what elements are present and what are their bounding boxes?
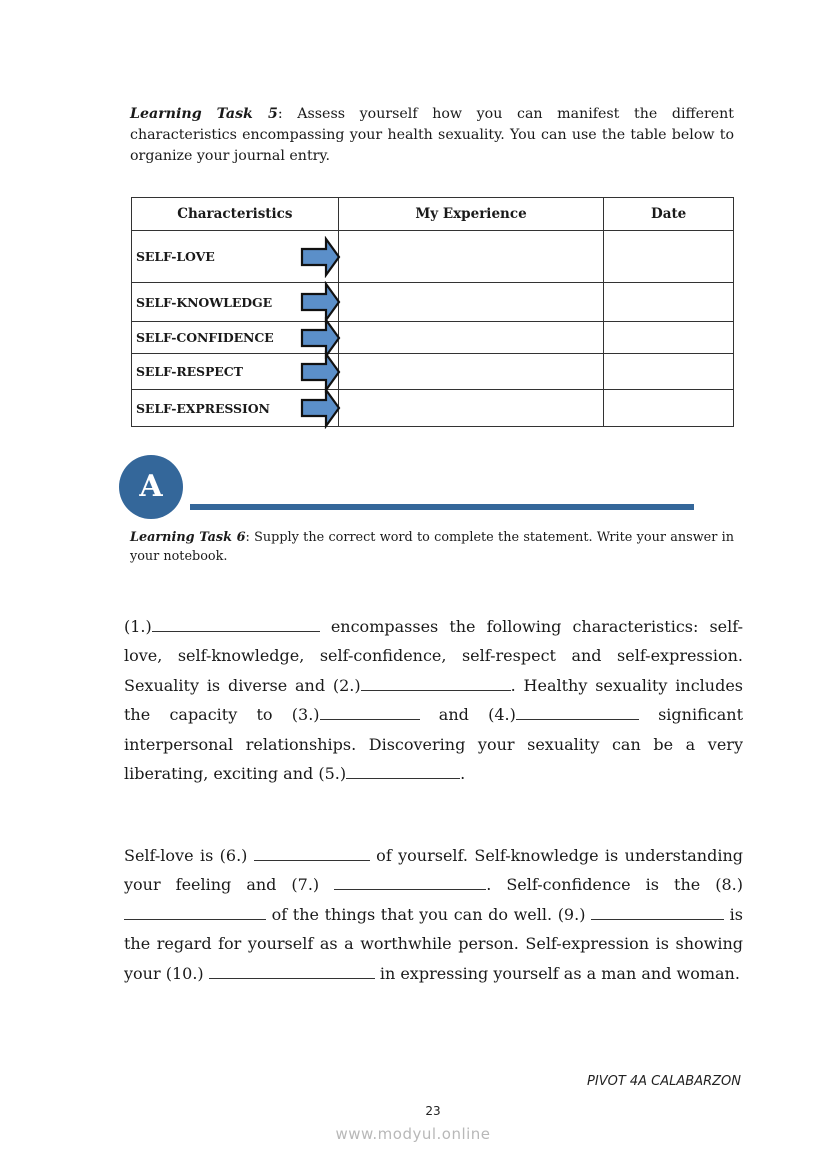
table-row bbox=[132, 390, 734, 427]
text-segment: Self-love is (6.) bbox=[124, 846, 254, 865]
experience-cell[interactable] bbox=[338, 283, 604, 322]
section-divider bbox=[190, 504, 694, 510]
text-segment: . bbox=[460, 764, 466, 784]
characteristic-label: SELF-EXPRESSION bbox=[136, 400, 270, 416]
text-segment: of the things that you can do well. (9.) bbox=[266, 904, 592, 924]
arrow-right-icon bbox=[300, 236, 342, 278]
page-number: 23 bbox=[425, 1104, 441, 1118]
blank-10[interactable] bbox=[209, 964, 375, 979]
date-cell[interactable] bbox=[604, 390, 734, 427]
text-segment: of yourself. Self-knowledge is understanding your feeling and (7.) bbox=[124, 846, 743, 895]
experience-cell[interactable] bbox=[338, 322, 604, 354]
characteristic-label: SELF-LOVE bbox=[136, 249, 215, 264]
characteristic-label: SELF-CONFIDENCE bbox=[136, 330, 274, 345]
characteristic-cell bbox=[132, 390, 339, 427]
task-text: : Assess yourself how you can manifest the different characteristics encompassing your health sexuality. You can use the table below to organize your journal entry. bbox=[130, 106, 735, 164]
experience-cell[interactable] bbox=[338, 231, 604, 283]
footer-brand: PIVOT 4A CALABARZON bbox=[587, 1074, 741, 1089]
text-segment: in expressing yourself as a man and woman. bbox=[374, 963, 740, 983]
text-segment: . Self-confidence is the (8.) bbox=[486, 875, 743, 895]
experience-cell[interactable] bbox=[338, 354, 604, 390]
task-label: Learning Task 5 bbox=[130, 106, 278, 122]
header-characteristics: Characteristics bbox=[132, 198, 339, 231]
text-segment: and (4.) bbox=[419, 705, 516, 725]
text-segment: is the regard for yourself as a worthwhile person. Self-expression is showing your (10.) bbox=[124, 904, 743, 983]
characteristic-cell bbox=[132, 354, 339, 390]
task-text: : Supply the correct word to complete the statement. Write your answer in your notebook. bbox=[130, 530, 734, 564]
text-segment: encompasses the following characteristics: self-love, self-knowledge, self-confidence, self-respect and self-expression. Sexuality is diverse and (2.) bbox=[124, 617, 743, 695]
journal-table bbox=[131, 197, 734, 427]
arrow-right-icon bbox=[300, 387, 342, 429]
table-row bbox=[132, 354, 734, 390]
characteristic-cell bbox=[132, 322, 339, 354]
blank-4[interactable] bbox=[516, 705, 639, 720]
task-label: Learning Task 6 bbox=[130, 530, 246, 545]
header-my-experience: My Experience bbox=[338, 198, 604, 231]
blank-8[interactable] bbox=[124, 905, 266, 920]
section-badge-a: A bbox=[119, 455, 183, 519]
date-cell[interactable] bbox=[604, 322, 734, 354]
date-cell[interactable] bbox=[604, 354, 734, 390]
learning-task-6-instructions bbox=[130, 528, 734, 566]
text-segment: significant interpersonal relationships. Discovering your sexuality can be a very liberating, exciting and (5.) bbox=[124, 705, 743, 784]
text-segment: . Healthy sexuality includes the capacity to (3.) bbox=[124, 675, 744, 725]
blank-2[interactable] bbox=[361, 676, 511, 691]
characteristic-label: SELF-RESPECT bbox=[136, 364, 243, 379]
watermark: www.modyul.online bbox=[335, 1125, 491, 1143]
header-date: Date bbox=[604, 198, 734, 231]
blank-3[interactable] bbox=[320, 705, 420, 720]
characteristic-cell bbox=[132, 231, 339, 283]
fill-in-paragraph-1 bbox=[124, 612, 743, 788]
date-cell[interactable] bbox=[604, 283, 734, 322]
experience-cell[interactable] bbox=[338, 390, 604, 427]
characteristic-label: SELF-KNOWLEDGE bbox=[136, 294, 273, 310]
blank-6[interactable] bbox=[254, 846, 370, 861]
table-header-row bbox=[132, 198, 734, 231]
table-row bbox=[132, 322, 734, 354]
table-row bbox=[132, 283, 734, 322]
learning-task-5-instructions bbox=[130, 104, 734, 167]
table-row bbox=[132, 231, 734, 283]
blank-7[interactable] bbox=[334, 875, 486, 890]
text-segment: (1.) bbox=[124, 617, 152, 636]
date-cell[interactable] bbox=[604, 231, 734, 283]
blank-5[interactable] bbox=[346, 764, 460, 779]
fill-in-paragraph-2 bbox=[124, 841, 743, 988]
blank-9[interactable] bbox=[591, 905, 724, 920]
blank-1[interactable] bbox=[152, 617, 320, 632]
